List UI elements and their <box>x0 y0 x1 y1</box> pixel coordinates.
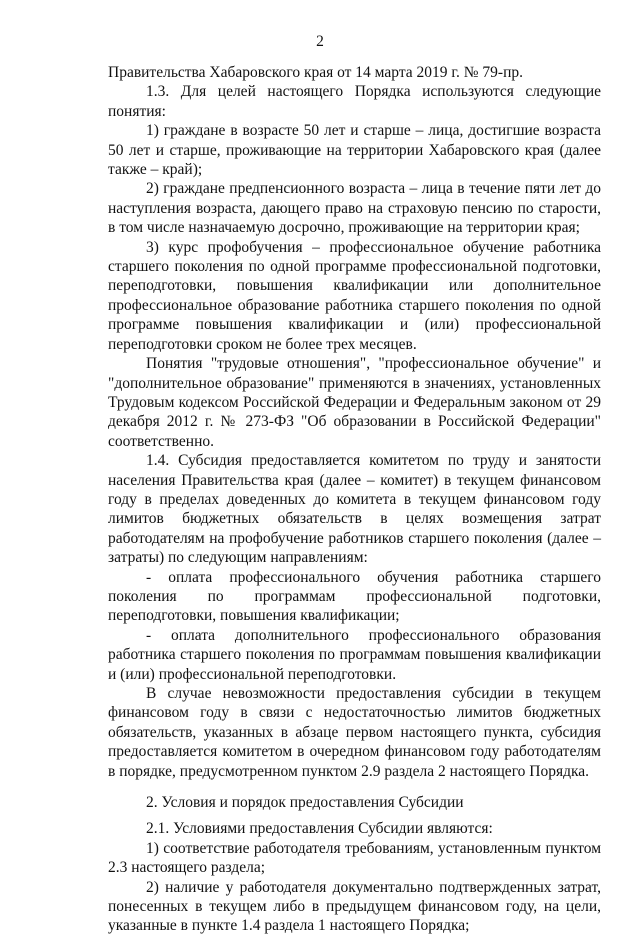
paragraph-continuation: Правительства Хабаровского края от 14 марта 2019 г. № 79-пр. <box>108 64 524 81</box>
paragraph-condition-1: 1) соответствие работодателя требованиям, установленным пунктом 2.3 настоящего раздела; <box>108 839 601 877</box>
paragraph-condition-2: 2) наличие у работодателя документально подтвержденных затрат, понесенных в текущем либо в предыдущем финансовом году, на цели, указанные в пункте 1.4 раздела 1 настоящего Порядка; <box>108 878 601 935</box>
paragraph-direction-2: - оплата дополнительного профессионального образования работника старшего поколения по программам повышения квалификации и (или) профессиональной переподготовки. <box>108 626 601 683</box>
paragraph-2-1: 2.1. Условиями предоставления Субсидии являются: <box>146 820 493 838</box>
section-heading-2: 2. Условия и порядок предоставления Субсидии <box>146 794 464 812</box>
paragraph-concepts: Понятия "трудовые отношения", "профессиональное обучение" и "дополнительное образование" применяются в значениях, установленных Трудовым кодексом Российской Федерации и Федеральным законом от 29 декабря 2012 г. № 273-ФЗ "Об образовании в Российской Федерации" соответственно. <box>108 355 601 450</box>
paragraph-1-4: 1.4. Субсидия предоставляется комитетом по труду и занятости населения Правительства края (далее – комитет) в текущем финансовом году в пределах доведенных до комитета в текущем финансовом году лимитов бюджетных обязательств в целях возмещения затрат работодателям на профобучение работников старшего поколения (далее – затраты) по следующим направлениям: <box>108 452 601 567</box>
paragraph-definition-1: 1) граждане в возрасте 50 лет и старше – лица, достигшие возраста 50 лет и старше, проживающие на территории Хабаровского края (далее также – край); <box>108 122 601 179</box>
paragraph-definition-2: 2) граждане предпенсионного возраста – лица в течение пяти лет до наступления возраста, дающего право на страховую пенсию по старости, в том числе назначаемую досрочно, проживающие на территории края; <box>108 180 601 237</box>
document-body <box>108 63 601 936</box>
paragraph-insufficient-limits: В случае невозможности предоставления субсидии в текущем финансовом году в связи с недостаточностью лимитов бюджетных обязательств, указанных в абзаце первом настоящего пункта, субсидия предоставляется комитетом в очередном финансовом году работодателям в порядке, предусмотренном пунктом 2.9 раздела 2 настоящего Порядка. <box>108 685 601 780</box>
page-number: 2 <box>316 33 324 50</box>
paragraph-1-3: 1.3. Для целей настоящего Порядка используются следующие понятия: <box>108 83 601 120</box>
paragraph-definition-3: 3) курс профобучения – профессиональное обучение работника старшего поколения по одной программе профессиональной подготовки, переподготовки, повышения квалификации или дополнительное профессиональное образование работника старшего поколения по одной программе повышения квалификации и (или) профессиональной переподготовки сроком не более трех месяцев. <box>108 238 601 353</box>
paragraph-direction-1: - оплата профессионального обучения работника старшего поколения по программам профессиональной подготовки, переподготовки, повышения квалификации; <box>108 568 601 625</box>
